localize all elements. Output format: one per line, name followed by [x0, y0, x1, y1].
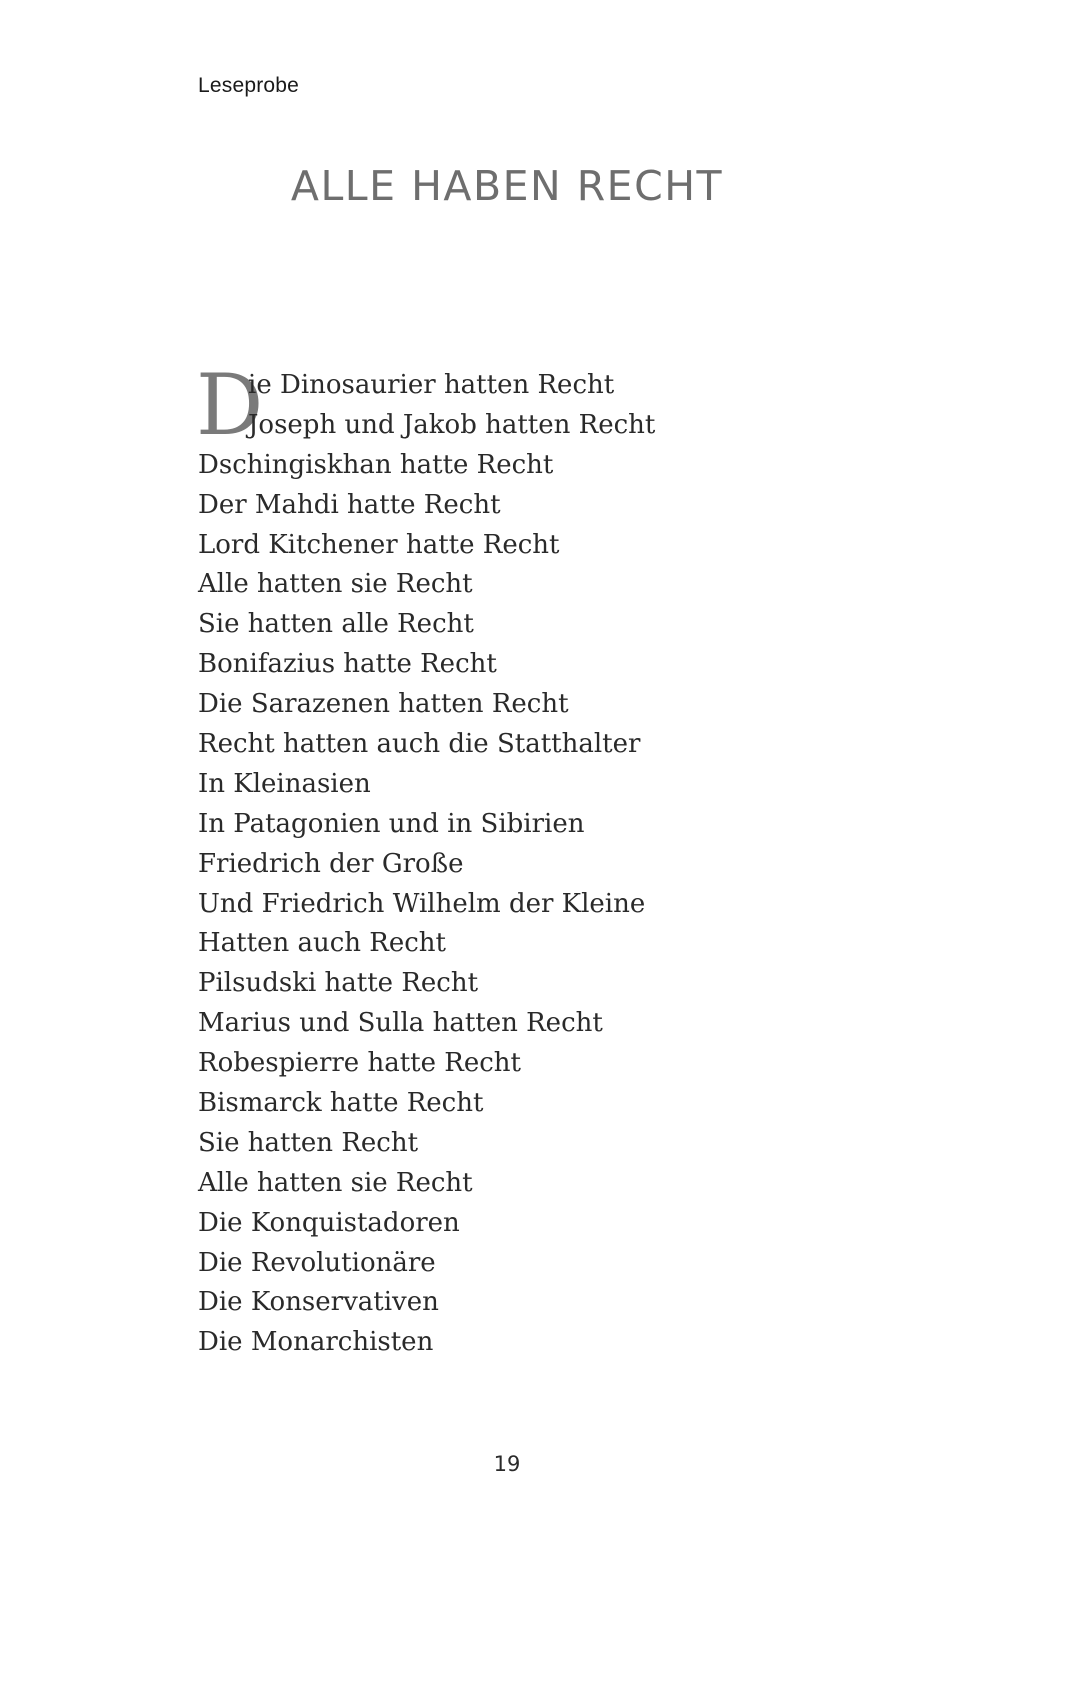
- poem-line: Lord Kitchener hatte Recht: [198, 529, 560, 560]
- poem-line: Die Sarazenen hatten Recht: [198, 689, 569, 720]
- poem-line: Joseph und Jakob hatten Recht: [248, 409, 656, 440]
- poem-title: ALLE HABEN RECHT: [290, 162, 724, 210]
- poem-line: Alle hatten sie Recht: [198, 569, 473, 600]
- poem-line: Sie hatten alle Recht: [198, 609, 474, 640]
- poem-line: Bonifazius hatte Recht: [198, 649, 497, 680]
- page-number: 19: [493, 1452, 521, 1476]
- poem-line: In Kleinasien: [198, 768, 371, 799]
- poem-line: Recht hatten auch die Statthalter: [198, 729, 641, 760]
- poem-line: Marius und Sulla hatten Recht: [198, 1008, 603, 1039]
- poem-line: Und Friedrich Wilhelm der Kleine: [198, 888, 646, 919]
- drop-cap: D: [196, 356, 264, 454]
- poem-line: Dschingiskhan hatte Recht: [198, 449, 554, 480]
- poem-body: [198, 366, 758, 1363]
- header-label: Leseprobe: [198, 74, 300, 97]
- poem-line: ie Dinosaurier hatten Recht: [248, 370, 615, 400]
- poem-line: Hatten auch Recht: [198, 928, 447, 959]
- poem-line: Bismarck hatte Recht: [198, 1088, 484, 1119]
- poem-line: Der Mahdi hatte Recht: [198, 489, 501, 520]
- poem-line: Die Revolutionäre: [198, 1247, 436, 1278]
- poem-line: Robespierre hatte Recht: [198, 1048, 521, 1079]
- poem-line: In Patagonien und in Sibirien: [198, 808, 585, 839]
- poem-line: Friedrich der Große: [198, 848, 464, 879]
- poem-line: Die Konservativen: [198, 1287, 439, 1318]
- poem-line: Die Monarchisten: [198, 1327, 434, 1358]
- poem-line: Alle hatten sie Recht: [198, 1167, 473, 1198]
- poem-line: Die Konquistadoren: [198, 1207, 460, 1238]
- poem-line: Sie hatten Recht: [198, 1127, 419, 1158]
- poem-line: Pilsudski hatte Recht: [198, 968, 479, 999]
